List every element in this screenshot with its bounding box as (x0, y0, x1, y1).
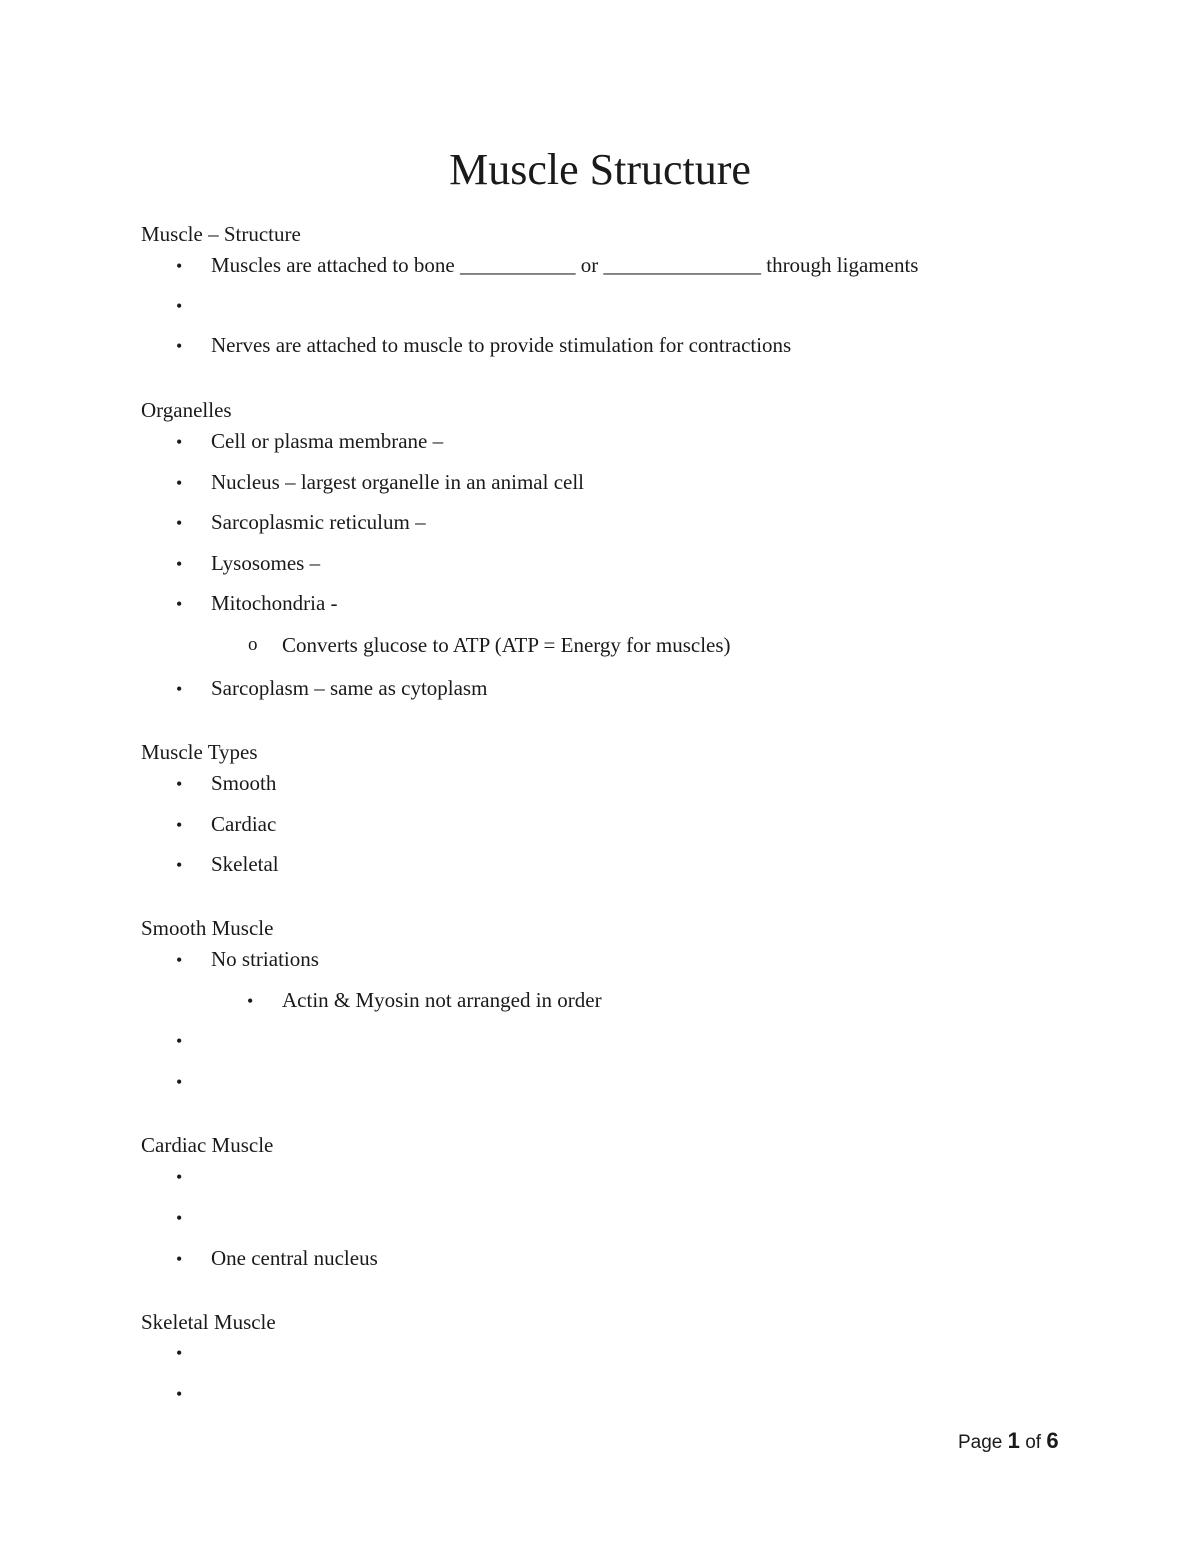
list-item: Mitochondria - (211, 591, 338, 615)
bullet-icon: • (176, 950, 183, 970)
list-item: Cell or plasma membrane – (211, 429, 444, 453)
list-item: Sarcoplasm – same as cytoplasm (211, 676, 488, 700)
section-heading-muscle-structure: Muscle – Structure (141, 222, 301, 246)
current-page: 1 (1007, 1428, 1020, 1453)
bullet-icon: • (176, 1208, 183, 1228)
list-item: Lysosomes – (211, 551, 321, 575)
bullet-icon: • (176, 815, 183, 835)
section-heading-smooth-muscle: Smooth Muscle (141, 916, 274, 940)
section-heading-cardiac-muscle: Cardiac Muscle (141, 1133, 274, 1157)
list-item: Smooth (211, 771, 277, 795)
list-sub-item: Converts glucose to ATP (ATP = Energy for muscles) (282, 633, 731, 657)
bullet-icon: • (176, 554, 183, 574)
list-item: Nerves are attached to muscle to provide stimulation for contractions (211, 333, 792, 357)
bullet-icon: • (176, 1343, 183, 1363)
section-heading-muscle-types: Muscle Types (141, 740, 258, 764)
list-item: Nucleus – largest organelle in an animal cell (211, 470, 585, 494)
section-heading-skeletal-muscle: Skeletal Muscle (141, 1310, 276, 1334)
list-item: Cardiac (211, 812, 277, 836)
bullet-icon: • (176, 1072, 183, 1092)
total-pages: 6 (1046, 1428, 1059, 1453)
bullet-icon: • (176, 594, 183, 614)
list-item: Skeletal (211, 852, 279, 876)
bullet-icon: • (176, 432, 183, 452)
list-item: No striations (211, 947, 319, 971)
bullet-icon: • (176, 679, 183, 699)
bullet-icon: • (176, 1167, 183, 1187)
bullet-icon: • (176, 296, 183, 316)
bullet-icon: • (176, 473, 183, 493)
bullet-icon: • (176, 774, 183, 794)
list-item: Sarcoplasmic reticulum – (211, 510, 426, 534)
bullet-icon: • (176, 513, 183, 533)
page-number (958, 1428, 1059, 1456)
of-label: of (1025, 1432, 1042, 1453)
bullet-icon: • (176, 256, 183, 276)
sub-bullet-icon: o (248, 634, 258, 655)
section-heading-organelles: Organelles (141, 398, 232, 422)
list-sub-item: Actin & Myosin not arranged in order (282, 988, 602, 1012)
list-item: Muscles are attached to bone ___________ or _______________ through ligaments (211, 253, 919, 277)
page-title: Muscle Structure (449, 145, 751, 194)
bullet-icon: • (176, 1249, 183, 1269)
bullet-icon: • (176, 336, 183, 356)
page-label: Page (958, 1432, 1003, 1453)
bullet-icon: • (247, 991, 254, 1011)
bullet-icon: • (176, 1031, 183, 1051)
bullet-icon: • (176, 1384, 183, 1404)
bullet-icon: • (176, 855, 183, 875)
list-item: One central nucleus (211, 1246, 378, 1270)
